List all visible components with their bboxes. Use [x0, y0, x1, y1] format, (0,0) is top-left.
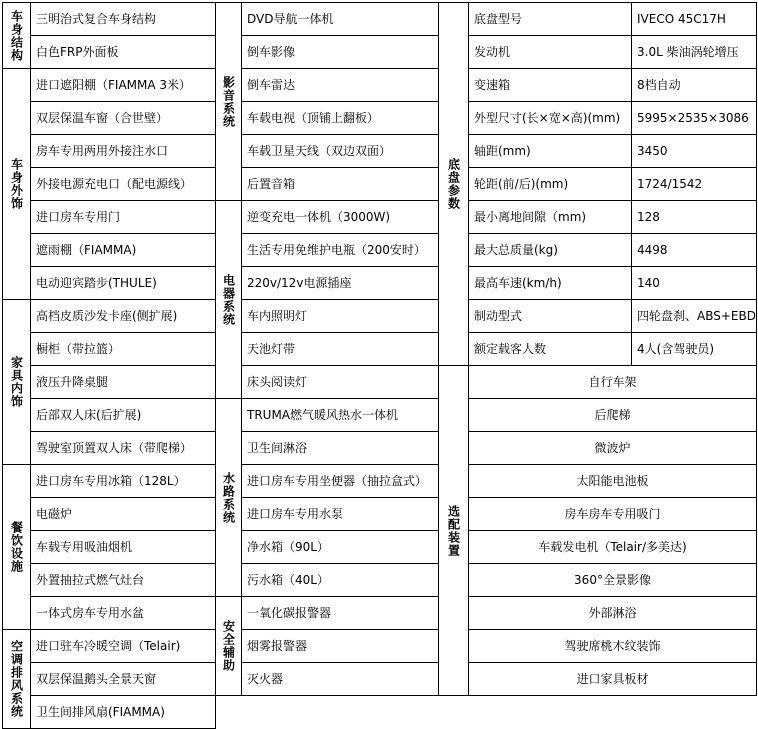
spec-item: TRUMA燃气暖风热水一体机: [241, 398, 439, 432]
spec-item: 电磁炉: [30, 497, 216, 531]
chassis-value: IVECO 45C17H: [631, 2, 757, 36]
option-item: 车载发电机（Telair/多美达): [468, 530, 757, 564]
spec-item: 车载卫星天线（双边双面）: [241, 134, 439, 168]
category-electric: 电器系统: [215, 200, 242, 399]
chassis-value: 8档自动: [631, 68, 757, 102]
chassis-label: 轴距(mm): [468, 134, 632, 168]
spec-item: 220v/12v电源插座: [241, 266, 439, 300]
option-item: 自行车架: [468, 365, 757, 399]
chassis-value: 4498: [631, 233, 757, 267]
chassis-label: 最高车速(km/h): [468, 266, 632, 300]
spec-item: 车载电视（顶铺上翻板）: [241, 101, 439, 135]
spec-item: 生活专用免维护电瓶（200安时）: [241, 233, 439, 267]
category-safety: 安全辅助: [215, 596, 242, 696]
spec-item: 进口遮阳棚（FIAMMA 3米）: [30, 68, 216, 102]
chassis-value: 1724/1542: [631, 167, 757, 201]
spec-item: 进口房车专用冰箱（128L）: [30, 464, 216, 498]
spec-item: 烟雾报警器: [241, 629, 439, 663]
category-av: 影音系统: [215, 2, 242, 201]
option-item: 外部淋浴: [468, 596, 757, 630]
chassis-label: 最小离地间隙（mm): [468, 200, 632, 234]
spec-item: 进口房车专用水泵: [241, 497, 439, 531]
option-item: 房车房车专用吸门: [468, 497, 757, 531]
option-item: 后爬梯: [468, 398, 757, 432]
spec-item: 双层保温鹅头全景天窗: [30, 662, 216, 696]
spec-item: 一体式房车专用水盆: [30, 596, 216, 630]
chassis-value: 4人(含驾驶员): [631, 332, 757, 366]
spec-item: 液压升降桌腿: [30, 365, 216, 399]
spec-item: 车内照明灯: [241, 299, 439, 333]
spec-item: 进口驻车冷暖空调（Telair): [30, 629, 216, 663]
category-water: 水路系统: [215, 398, 242, 597]
chassis-label: 轮距(前/后)(mm): [468, 167, 632, 201]
spec-item: 一氧化碳报警器: [241, 596, 439, 630]
category-chassis: 底盘参数: [438, 2, 469, 366]
chassis-value: 5995×2535×3086: [631, 101, 757, 135]
spec-item: 驾驶室顶置双人床（带爬梯）: [30, 431, 216, 465]
spec-item: 后部双人床(后扩展): [30, 398, 216, 432]
chassis-value: 140: [631, 266, 757, 300]
spec-item: 床头阅读灯: [241, 365, 439, 399]
option-item: 360°全景影像: [468, 563, 757, 597]
chassis-label: 制动型式: [468, 299, 632, 333]
chassis-value: 3450: [631, 134, 757, 168]
spec-item: 卫生间排风扇(FIAMMA): [30, 695, 216, 729]
category-furniture: 家具内饰: [2, 299, 31, 465]
spec-item: 车载专用吸油烟机: [30, 530, 216, 564]
spec-item: 外置抽拉式燃气灶台: [30, 563, 216, 597]
spec-item: 进口房车专用坐便器（抽拉盒式）: [241, 464, 439, 498]
spec-item: 逆变充电一体机（3000W): [241, 200, 439, 234]
category-options: 选配装置: [438, 365, 469, 696]
spec-item: 倒车影像: [241, 35, 439, 69]
spec-item: 污水箱（40L）: [241, 563, 439, 597]
spec-item: 卫生间淋浴: [241, 431, 439, 465]
chassis-label: 底盘型号: [468, 2, 632, 36]
category-dining: 餐饮设施: [2, 464, 31, 630]
spec-item: 天池灯带: [241, 332, 439, 366]
spec-item: 净水箱（90L）: [241, 530, 439, 564]
spec-item: 进口房车专用门: [30, 200, 216, 234]
spec-item: 遮雨棚（FIAMMA): [30, 233, 216, 267]
chassis-label: 额定载客人数: [468, 332, 632, 366]
spec-item: 高档皮质沙发卡座(侧扩展): [30, 299, 216, 333]
option-item: 太阳能电池板: [468, 464, 757, 498]
category-body-structure: 车身结构: [2, 2, 31, 69]
spec-item: 橱柜（带拉篮）: [30, 332, 216, 366]
spec-item: 白色FRP外面板: [30, 35, 216, 69]
chassis-label: 发动机: [468, 35, 632, 69]
spec-item: DVD导航一体机: [241, 2, 439, 36]
option-item: 进口家具板材: [468, 662, 757, 696]
option-item: 微波炉: [468, 431, 757, 465]
category-body-exterior: 车身外饰: [2, 68, 31, 300]
spec-item: 电动迎宾踏步(THULE): [30, 266, 216, 300]
chassis-label: 变速箱: [468, 68, 632, 102]
spec-item: 三明治式复合车身结构: [30, 2, 216, 36]
category-ac: 空调排风系统: [2, 629, 31, 729]
chassis-value: 四轮盘刹、ABS+EBD: [631, 299, 757, 333]
spec-item: 灭火器: [241, 662, 439, 696]
chassis-label: 外型尺寸(长×宽×高)(mm): [468, 101, 632, 135]
chassis-value: 128: [631, 200, 757, 234]
spec-item: 双层保温车窗（合世壁）: [30, 101, 216, 135]
chassis-label: 最大总质量(kg): [468, 233, 632, 267]
option-item: 驾驶席桃木纹装饰: [468, 629, 757, 663]
spec-item: 后置音箱: [241, 167, 439, 201]
chassis-value: 3.0L 柴油涡轮增压: [631, 35, 757, 69]
spec-item: 外接电源充电口（配电源线）: [30, 167, 216, 201]
spec-item: 倒车雷达: [241, 68, 439, 102]
spec-item: 房车专用两用外接注水口: [30, 134, 216, 168]
